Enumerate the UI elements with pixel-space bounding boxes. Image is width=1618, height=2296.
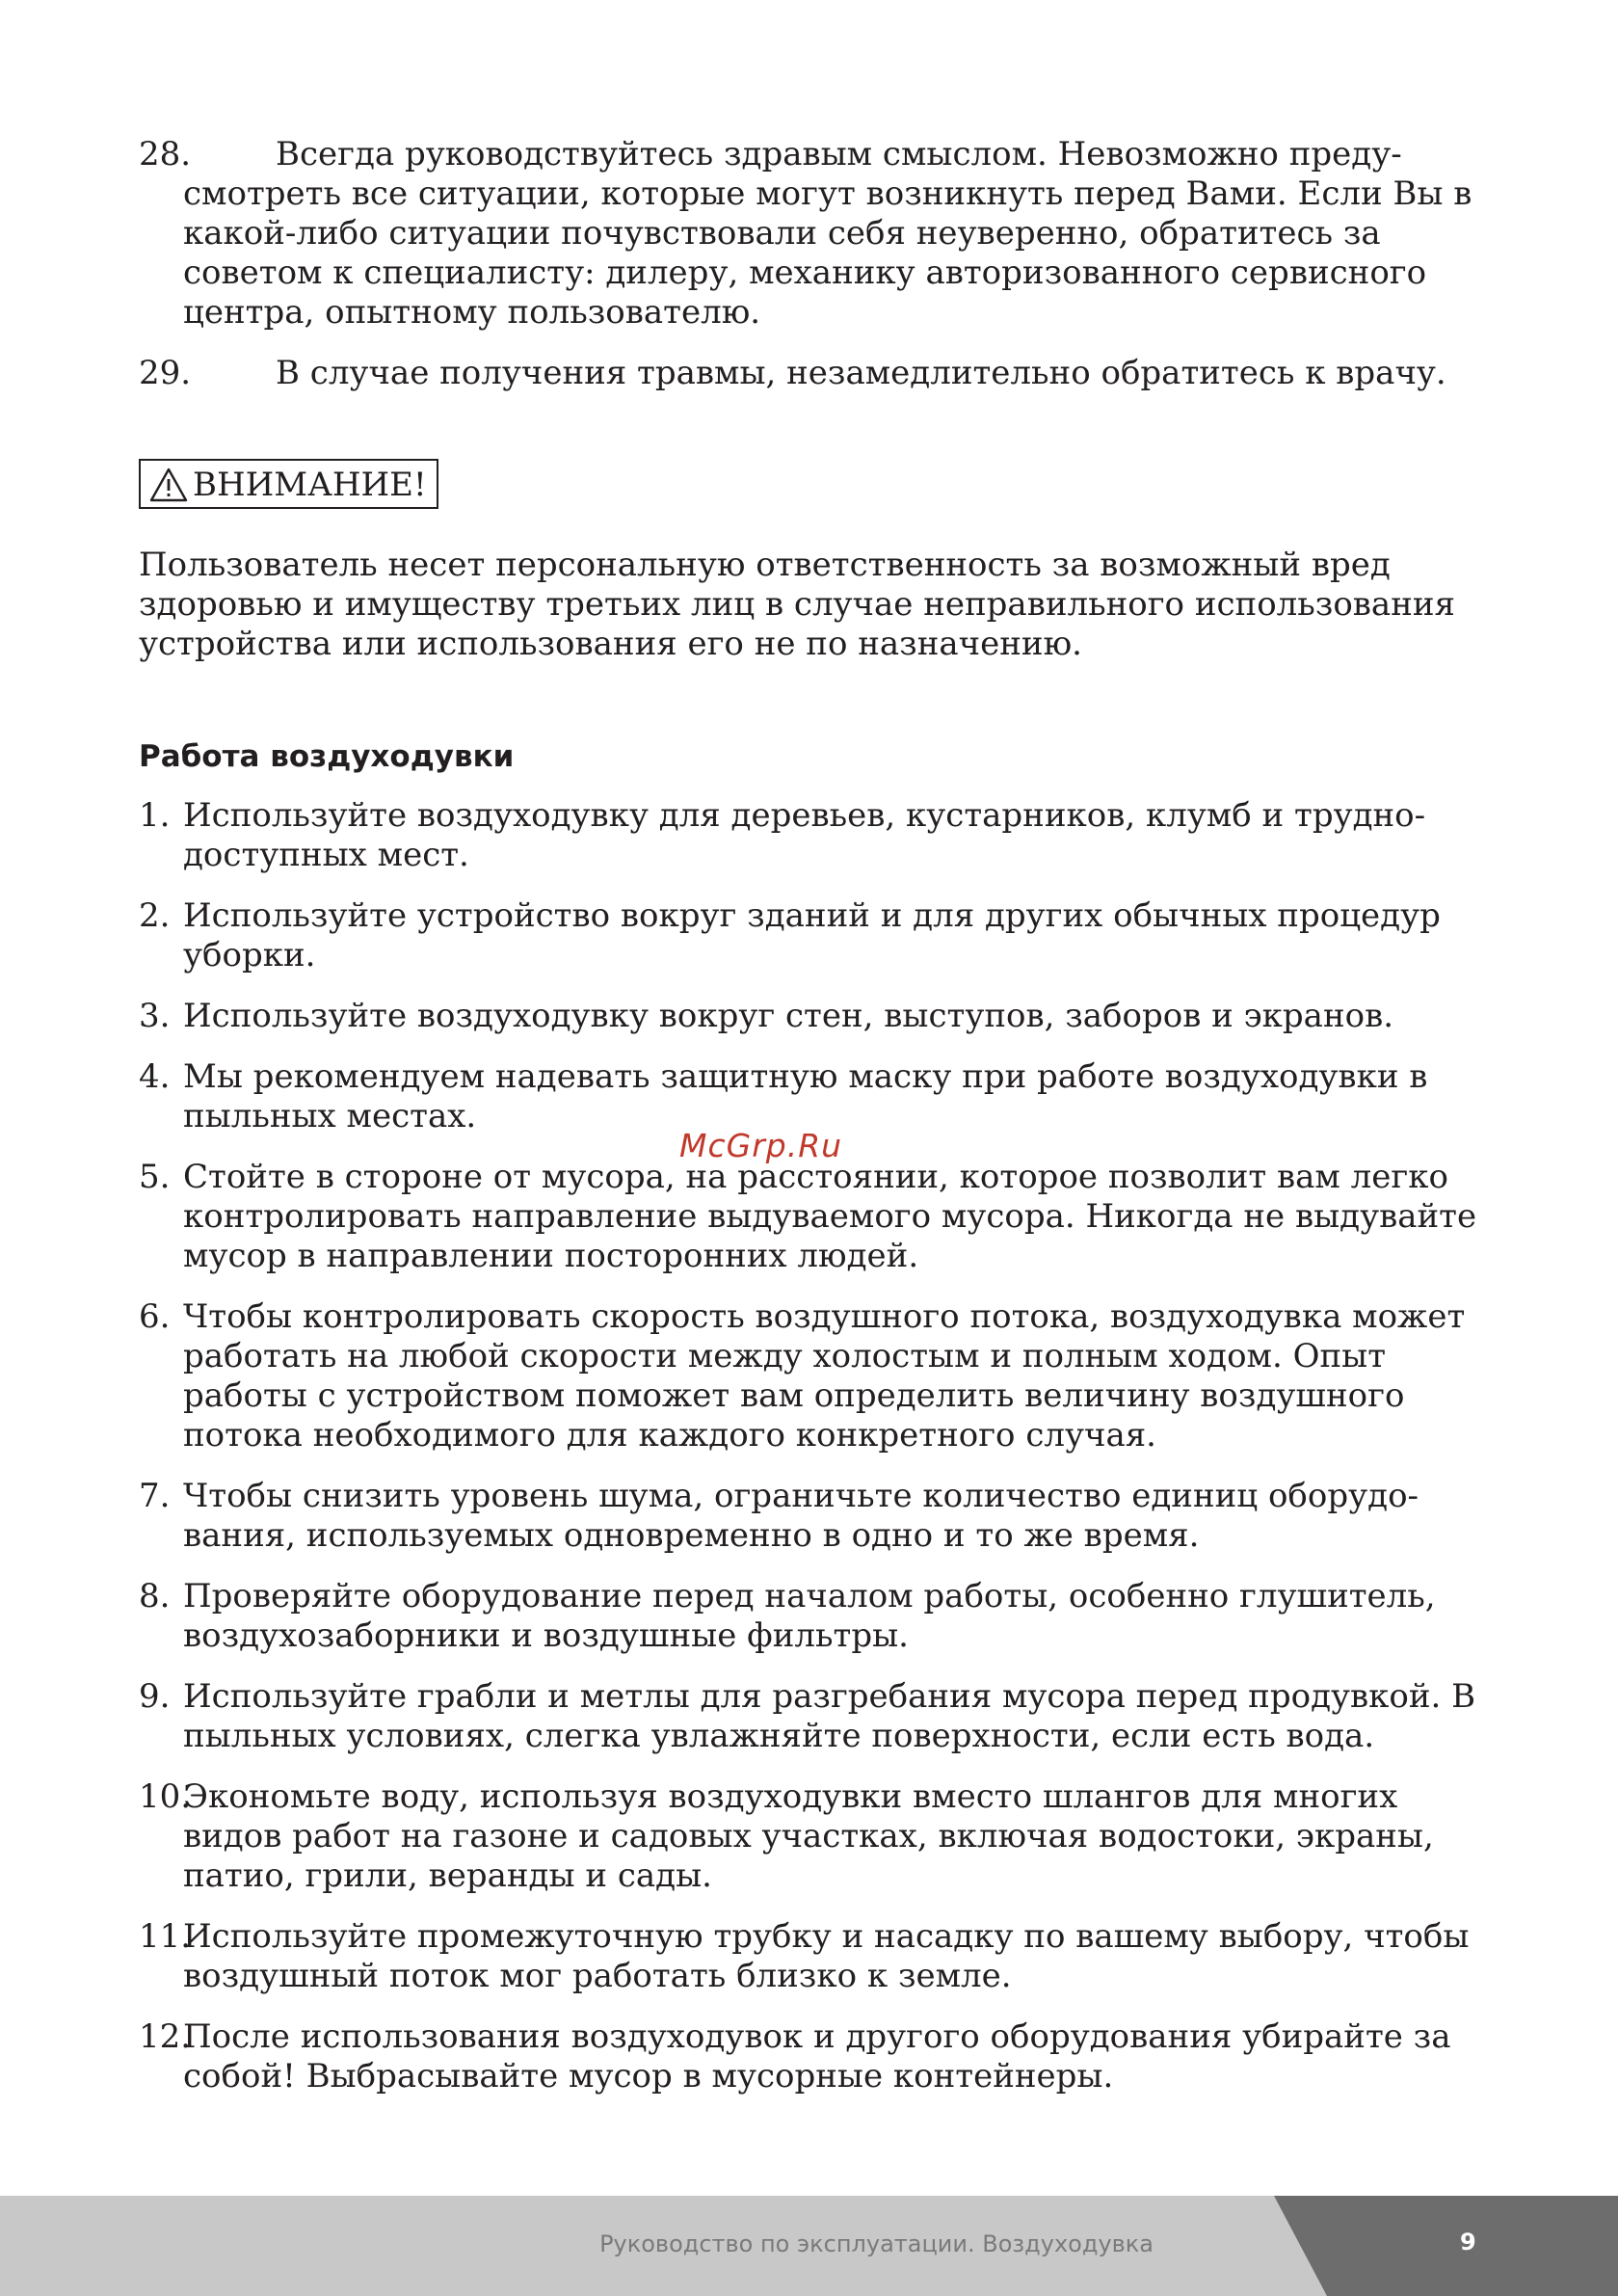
item-text: Используйте грабли и метлы для разгребания мусора перед продувкой. В пыльных условиях, слегка увлажняйте поверхности, если есть вода. [183, 1677, 1476, 1755]
item-number: 1. [139, 796, 171, 835]
item-number: 29. [139, 354, 192, 392]
item-text: Всегда руководствуйтесь здравым смыслом. Невозможно предусмотреть все ситуации, которые могут возникнуть перед Вами. Если Вы в какой-либо ситуации почувствовали себя неуверенно, обратитесь за советом к специалисту: дилеру, механику авторизованного сервисного центра, опытному пользователю. [183, 135, 1472, 332]
item-number: 5. [139, 1158, 171, 1196]
item-text: Чтобы снизить уровень шума, ограничьте количество единиц оборудования, используемых одновременно в одно и то же время. [183, 1477, 1419, 1555]
page-number: 9 [1460, 2229, 1476, 2256]
list-item [139, 2017, 1478, 2096]
item-number: 6. [139, 1297, 171, 1336]
item-number: 11. [139, 1917, 192, 1956]
list-item [139, 997, 1478, 1036]
list-item [139, 896, 1478, 975]
warning-text: Пользователь несет персональную ответственность за возможный вред здоровью и имуществу третьих лиц в случае неправильного использования устройства или использования его не по назначению. [139, 546, 1455, 663]
warning-label-box [139, 459, 438, 509]
list-item [139, 1477, 1478, 1556]
item-number: 9. [139, 1677, 171, 1716]
list-item [139, 796, 1478, 875]
list-item [139, 1297, 1478, 1455]
footer-title: Руководство по эксплуатации. Воздуходувка [599, 2230, 1154, 2257]
item-text: Используйте воздуходувку для деревьев, кустарников, клумб и труднодоступных мест. [183, 796, 1426, 874]
item-text: Экономьте воду, используя воздуходувки вместо шлангов для многих видов работ на газоне и садовых участках, включая водостоки, экраны, патио, грили, веранды и сады. [183, 1777, 1434, 1895]
page-footer [0, 2196, 1618, 2296]
item-text: Мы рекомендуем надевать защитную маску при работе воздуходувки в пыльных местах. [183, 1057, 1428, 1135]
section-heading: Работа воздуходувки [139, 739, 515, 774]
item-number: 3. [139, 997, 171, 1035]
item-text: Используйте устройство вокруг зданий и для других обычных процедур уборки. [183, 896, 1441, 974]
footer-accent-block [1274, 2196, 1618, 2296]
list-item [139, 1158, 1478, 1276]
item-text: Проверяйте оборудование перед началом работы, особенно глушитель, воздухозаборники и воздушные фильтры. [183, 1577, 1436, 1655]
item-number: 10. [139, 1777, 192, 1816]
item-number: 12. [139, 2017, 192, 2056]
item-number: 2. [139, 896, 171, 935]
item-text: Используйте воздуходувку вокруг стен, выступов, заборов и экранов. [183, 997, 1394, 1035]
safety-item-28 [139, 135, 1478, 333]
list-item [139, 1677, 1478, 1756]
item-text: В случае получения травмы, незамедлительно обратитесь к врачу. [276, 354, 1446, 392]
list-item [139, 1577, 1478, 1656]
watermark: McGrp.Ru [679, 1127, 843, 1164]
item-number: 8. [139, 1577, 171, 1615]
item-number: 28. [139, 135, 192, 174]
item-text: После использования воздуходувок и другого оборудования убирайте за собой! Выбрасывайте мусор в мусорные контейнеры. [183, 2017, 1451, 2096]
item-text: Используйте промежуточную трубку и насадку по вашему выбору, чтобы воздушный поток мог работать близко к земле. [183, 1917, 1470, 1995]
list-item [139, 1777, 1478, 1896]
warning-label: ВНИМАНИЕ! [193, 465, 427, 504]
list-item [139, 1057, 1478, 1136]
item-text: Чтобы контролировать скорость воздушного потока, воздуходувка может работать на любой скорости между холостым и полным ходом. Опыт работы с устройством поможет вам определить величину воздушного потока необходимого для каждого конкретного случая. [183, 1297, 1466, 1455]
safety-item-29 [139, 354, 1478, 393]
item-number: 7. [139, 1477, 171, 1515]
item-number: 4. [139, 1057, 171, 1096]
list-item [139, 1917, 1478, 1996]
warning-triangle-icon [148, 467, 189, 503]
item-text: Стойте в стороне от мусора, на расстоянии, которое позволит вам легко контролировать направление выдуваемого мусора. Никогда не выдувайте мусор в направлении посторонних людей. [183, 1158, 1477, 1275]
